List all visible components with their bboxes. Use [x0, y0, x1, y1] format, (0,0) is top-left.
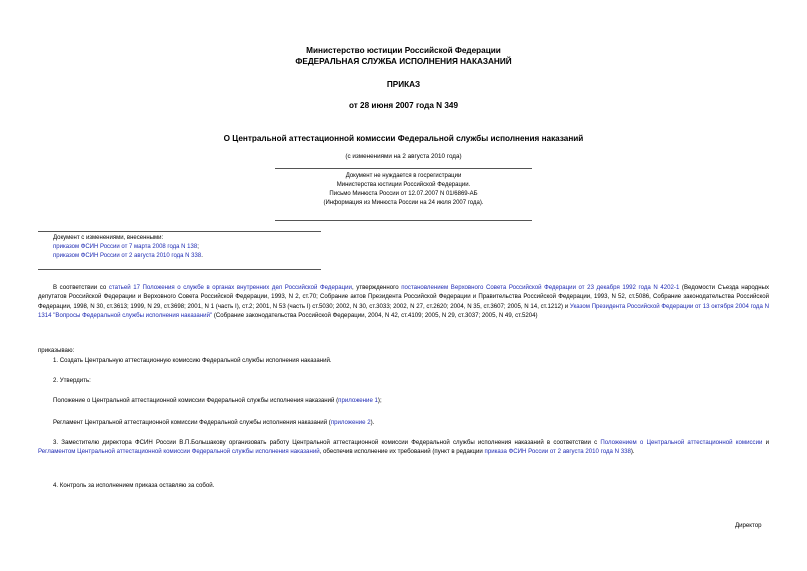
changes-label: Документ с изменениями, внесенными:: [53, 235, 164, 241]
amendment-link-2008[interactable]: приказом ФСИН России от 7 марта 2008 года N 138: [53, 244, 198, 250]
order-338-link[interactable]: приказа ФСИН России от 2 августа 2010 года N 338: [484, 448, 631, 456]
appendix-2-link[interactable]: приложение 2: [330, 419, 371, 426]
article-17-link[interactable]: статьей 17 Положения о службе в органах внутренних дел Российской Федерации: [108, 284, 352, 291]
order-item-1: 1. Создать Центральную аттестационную комиссию Федеральной службы исполнения наказаний.: [53, 357, 332, 364]
changes-item-1: приказом ФСИН России от 7 марта 2008 года N 138;: [53, 244, 199, 250]
changes-divider-top: [38, 231, 321, 232]
preamble-paragraph: В соответствии со статьей 17 Положения о службе в органах внутренних дел Российской Федерации, утвержденного постановлением Верховного Совета Российской Федерации от 23 декабря 1992 года N 4202-1 (Ведомости Съезда народных депутатов Российской Федерации и Верховного Совета Российской Федерации, 1993, N 2, ст.70; Собрание актов Президента Российской Федерации и Правительства Российской Федерации, 1993, N 52, ст.5086, Собрание законодательства Российской Федерации, 1998, N 30, ст.3613; 1999, N 29, ст.3698; 2001, N 1 (часть I), ст.2; 2001, N 53 (часть I) ст.5030; 2002, N 30, ст.3033; 2002, N 27, ст.2620; 2004, N 35, ст.3607; 2005, N 14, ст.1212) и Указом Президента Российской Федерации от 13 октября 2004 года N 1314 "Вопросы Федеральной службы исполнения наказаний" (Собрание законодательства Российской Федерации, 2004, N 42, ст.4109; 2005, N 29, ст.3037; 2005, N 49, ст.5204): [38, 284, 770, 320]
reglament-link[interactable]: Регламентом Центральной аттестационной комиссии Федеральной службы исполнения наказаний: [38, 448, 320, 456]
ministry-name: Министерство юстиции Российской Федерации: [306, 46, 501, 55]
changes-item-2: приказом ФСИН России от 2 августа 2010 года N 338.: [53, 253, 203, 259]
registration-line-4: (Информация из Минюста России на 24 июля 2007 года).: [323, 200, 484, 206]
divider-bottom: [275, 220, 532, 221]
signature-position: Директор: [735, 522, 762, 529]
divider-top: [275, 168, 532, 169]
amendments-note: (с изменениями на 2 августа 2010 года): [345, 153, 462, 160]
changes-divider-bottom: [38, 269, 321, 270]
order-item-4: 4. Контроль за исполнением приказа оставляю за собой.: [53, 482, 215, 489]
doc-title: О Центральной аттестационной комиссии Федеральной службы исполнения наказаний: [223, 134, 584, 143]
supreme-council-resolution-link[interactable]: постановлением Верховного Совета Российской Федерации от 23 декабря 1992 года N 4202-1: [401, 284, 680, 291]
service-name: ФЕДЕРАЛЬНАЯ СЛУЖБА ИСПОЛНЕНИЯ НАКАЗАНИЙ: [295, 57, 512, 66]
order-item-2a: Положение о Центральной аттестационной комиссии Федеральной службы исполнения наказаний (приложение 1);: [53, 397, 382, 404]
order-item-2b: Регламент Центральной аттестационной комиссии Федеральной службы исполнения наказаний (приложение 2).: [53, 419, 375, 426]
regulation-link[interactable]: Положением о Центральной аттестационной комиссии: [600, 439, 763, 446]
order-item-2: 2. Утвердить:: [53, 377, 91, 384]
doc-date-number: от 28 июня 2007 года N 349: [348, 101, 459, 110]
appendix-1-link[interactable]: приложение 1: [338, 397, 378, 404]
order-item-3: 3. Заместителю директора ФСИН России В.П.Большакову организовать работу Центральной аттестационной комиссии Федеральной службы исполнения наказаний в соответствии с Положением о Центральной аттестационной комиссии и Регламентом Центральной аттестационной комиссии Федеральной службы исполнения наказаний, обеспечив исполнение их требований (пункт в редакции приказа ФСИН России от 2 августа 2010 года N 338).: [38, 439, 769, 456]
presidential-decree-link[interactable]: Указом Президента Российской Федерации от 13 октября 2004 года N 1314 "Вопросы Федеральной службы исполнения наказаний": [38, 302, 769, 320]
registration-line-2: Министерства юстиции Российской Федерации.: [336, 182, 471, 188]
prikazyvayu: приказываю:: [38, 347, 75, 354]
amendment-link-2010[interactable]: приказом ФСИН России от 2 августа 2010 года N 338: [53, 253, 202, 259]
registration-line-3: Письмо Минюста России от 12.07.2007 N 01/6869-АБ: [329, 191, 478, 197]
doc-type: ПРИКАЗ: [386, 80, 421, 89]
registration-line-1: Документ не нуждается в госрегистрации: [345, 173, 462, 179]
